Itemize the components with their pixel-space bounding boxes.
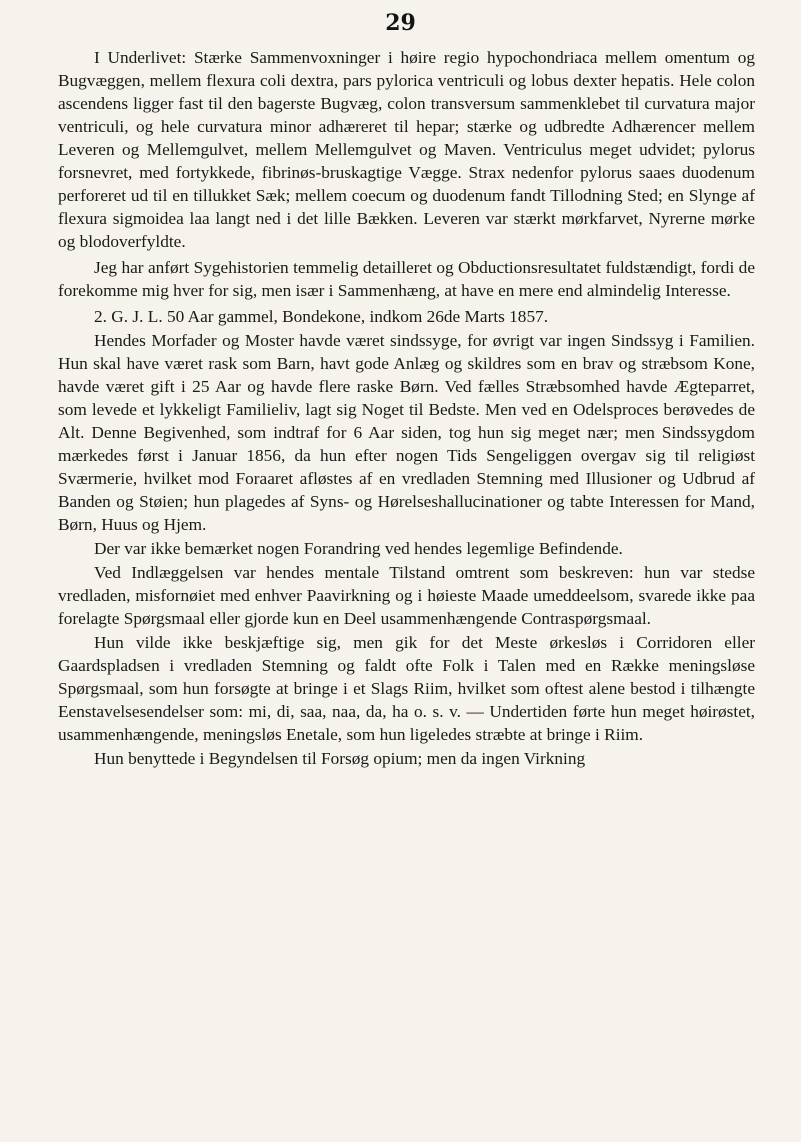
paragraph-author-remark: Jeg har anført Sygehistorien temmelig detailleret og Obductionsresultatet fuldstændigt, fordi de forekomme mig hver for sig, men især i Sammenhæng, at have en mere end almindelig Interesse.: [58, 258, 755, 300]
body-text: [58, 46, 755, 771]
page-number: 29: [385, 10, 416, 36]
paragraph-physical-state: Der var ikke bemærket nogen Forandring ved hendes legemlige Befindende.: [94, 539, 623, 558]
paragraph-autopsy-findings: I Underlivet: Stærke Sammenvoxninger i høire regio hypochondriaca mellem omentum og Bugvæggen, mellem flexura coli dextra, pars pylorica ventriculi og lobus dexter hepatis. Hele colon ascendens ligger fast til den bagerste Bugvæg, colon transversum sammenklebet til curvatura major ventriculi, og hele curvatura minor adhæreret til hepar; stærke og udbredte Adhærencer mellem Leveren og Mellemgulvet, mellem Mellemgulvet og Maven. Ventriculus meget udvidet; pylorus forsnevret, med fortykkede, fibrinøs-bruskagtige Vægge. Strax nedenfor pylorus saaes duodenum perforeret ud til en tillukket Sæk; mellem coecum og duodenum fandt Tillodning Sted; en Slynge af flexura sigmoidea laa langt ned i det lille Bækken. Leveren var stærkt mørkfarvet, Nyrerne mørke og blodoverfyldte.: [58, 48, 755, 251]
paragraph-behaviour: Hun vilde ikke beskjæftige sig, men gik for det Meste ørkesløs i Corridoren eller Gaardspladsen i vredladen Stemning og faldt ofte Folk i Talen med en Række meningsløse Spørgsmaal, som hun forsøgte at bringe i et Slags Riim, hvilket som oftest alene bestod i tilhængte Eenstavelsesendelser som: mi, di, saa, naa, da, ha o. s. v. — Undertiden førte hun meget høirøstet, usammenhængende, meningsløs Enetale, som hun ligeledes stræbte at bringe i Riim.: [58, 633, 755, 744]
paragraph-history: Hendes Morfader og Moster havde været sindssyge, for øvrigt var ingen Sindssyg i Familien. Hun skal have været rask som Barn, havt gode Anlæg og skildres som en brav og stræbsom Kone, havde været gift i 25 Aar og havde flere raske Børn. Ved fælles Stræbsomhed havde Ægteparret, som levede et lykkeligt Familieliv, lagt sig Noget til Bedste. Men ved en Odelsproces berøvedes de Alt. Denne Begivenhed, som indtraf for 6 Aar siden, tog hun sig meget nær; men Sindssygdom mærkedes først i Januar 1856, da hun efter nogen Tids Sengeliggen overgav sig til religiøst Sværmerie, hvilket mod Foraaret afløstes af en vredladen Stemning med Illusioner og Udbrud af Banden og Støien; hun plagedes af Syns- og Hørelseshallucinationer og tabte Interessen for Mand, Børn, Huus og Hjem.: [58, 331, 755, 534]
paragraph-treatment: Hun benyttede i Begyndelsen til Forsøg opium; men da ingen Virkning: [94, 749, 586, 768]
case-heading: 2. G. J. L. 50 Aar gammel, Bondekone, indkom 26de Marts 1857.: [94, 307, 549, 326]
paragraph-admission-state: Ved Indlæggelsen var hendes mentale Tilstand omtrent som beskreven: hun var stedse vredladen, misfornøiet med enhver Paavirkning og i høieste Maade umeddeelsom, svarede ikke paa forelagte Spørgsmaal eller gjorde kun en Deel usammenhængende Contraspørgsmaal.: [58, 563, 755, 628]
